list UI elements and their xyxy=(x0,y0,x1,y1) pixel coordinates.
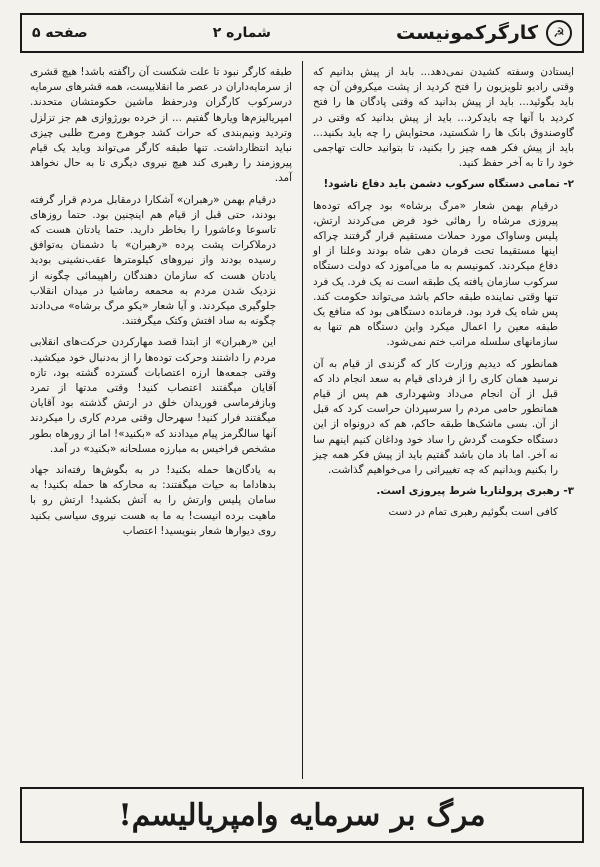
left-column xyxy=(20,61,302,779)
masthead-title-group xyxy=(396,20,572,46)
slogan-text: مرگ بر سرمایه وامپریالیسم! xyxy=(118,797,486,833)
paragraph: طبقه کارگر نبود تا علت شکست آن راگفته باشد! هیچ قشری از سرمایه‌داران در عصر ما انقلابیست، همه قشرهای سرمایه درسرکوب کارگران ودرحفظ ماشین حکومتشان متحدند. امپریالیزم‌ها ویارها گفتیم ... از خرده بورژوازی هم جز تزلزل وتردید ونیم‌بندی که حرات کشد جوهرج ومرج طلبی چیزی نباید انتظارداشت. تنها طبقه کارگر می‌تواند وباید یک قیام پیروزمند را رهبری کند هیچ نیروی دیگری تا به حال نخواهد آمد. xyxy=(30,66,292,185)
paragraph: این «رهبران» از ابتدا قصد مهارکردن حرکت‌های انقلابی مردم را داشتند وحرکت توده‌ها را از به‌دنبال خود میکشید. وقتی جمعه‌ها ارزه اعتصابات گسترده گشته بود، تازه آقایان میگفتند اعتصاب کنید! وقتی مدتها از تمرد وبازفرماسی فوریدان خلق در ارتش گذشته بود آقایان میگفتند فرار کنید! سهرحال وقتی مردم کاری را میکردند آنها سالگرمز پیام میدادند که «بکنید»! اما از رورهاه بطور مشخص فراخیس به مبارزه مسلحانه «بکنید» در آمد. xyxy=(30,336,276,455)
issue-number: شماره ۲ xyxy=(212,25,271,41)
article-columns xyxy=(20,61,584,779)
section-heading: ۳- رهبری پرولتاریا شرط پیروزی است. xyxy=(376,485,574,498)
paragraph: همانطور که دیدیم وزارت کار که گزندی از قیام به آن نرسید همان کاری را از فردای قیام به سعد انجام داد که قبل از آن انجام می‌داد وشهرداری هم پس از قیام همانطور حامی مردم را سرسپردان حراست کرد که قبل از آن. بسی ماشک‌ها طبقه حاکم، هم که درونواه از این دستگاه حکومت گردش را ساد خود وداغان کنیم اینهم سا نه آخر. اما باد مان باشد گفتیم باید از پیش فکر همه چیز را بکنیم وبدانیم که چه تغییراتی را می‌خواهیم گذاشت. xyxy=(313,357,558,477)
paragraph: به یادگان‌ها حمله بکنید! در به بگوش‌ها رفته‌اند جهاد بدهاداما به حیات میگفتند: به محارکه ها حمله بکنید! به سامان پلیس وارتش را به آتش بکشید! ارتش رو با ماهیت برده انیست! به ما به هست نیروی سیاسی بکنید روی دیوارها شعار بنویسید! اعتصاب xyxy=(30,464,276,537)
paragraph: ایستادن وسفته کشیدن نمی‌دهد... بابد از پیش بدانیم که وقتی رادیو تلویزیون را فتح کردید از پشت میکروفن آن چه باید بگوئید... باید از پیش بدانید که وقتی پادگان ها را فتح کردید با آنها چه بایدکرد... باید از پیش بدانید که وقتی در گاوصندوق بانک ها را شکستید، محتوایش را چه باید بکنید... باید از پیش فکر همه چیز را بکنید، تا بتوانید حالت تهاجمی خود را تا به آخر حفظ کنید. xyxy=(313,66,574,170)
hammer-sickle-logo-icon: ☭ xyxy=(546,20,572,46)
newspaper-page xyxy=(6,5,594,857)
right-column xyxy=(302,61,584,779)
slogan-banner xyxy=(20,787,584,843)
page-number: صفحه ۵ xyxy=(32,25,88,41)
masthead xyxy=(20,13,584,53)
paragraph: درقیام بهمن «رهبران» آشکارا درمقابل مردم قرار گرفته بودند، حتی قبل از قیام هم اینچنین بود. حتما روزهای تاسوعا وعاشورا را بخاطر دارید. حتما یادتان هست که درملاکرات پشت پرده «رهبران» با دشمنان به‌توافق رسیده بودند واز نیروهای کیلومترها عقب‌نشینی بودید یادتان هست که سازمان دهندگان راهپیمائی چگونه از نزدیک شدن مردم به محمعه رماشیا در میدان انقلاب جلوگیری میکردند. و آیا شعار «یکو مرگ برشاه» می‌دادند چگونه به ساد افتش وکتک میگرفتند. xyxy=(30,193,276,328)
newspaper-title: کارگرکمونیست xyxy=(395,22,538,44)
paragraph: درقیام بهمن شعار «مرگ برشاه» بود چراکه توده‌ها پیروزی مرشاه را رهائی خود فرض می‌کردند ارتش، پلیس وساواک مورد حملات مستقیم قرار گرفتند چراکه اینها مستقیما تحت فرمان دهی شاه بودند وعلنا از او دفاع میکردند. کمونیسم به ما می‌آموزد که دولت دستگاه سرکوب سازمان یافته یک طبقه است نه یک فرد. یک فرد تنها وقتی نماینده طبقه حاکم باشد می‌تواند حکومت کند. پس شاه یک فرد بود. فرمانده دستگاهی بود که منافع یک طبقه معین را اعمال میکرد واین دستگاه هم تنها به سازمانهای سلسله مراتب ختم نمی‌شود. xyxy=(313,199,558,349)
section-heading: ۲- تمامی دستگاه سرکوب دشمن باید دفاع ناشود! xyxy=(323,178,574,191)
paragraph: کافی است بگوئیم رهبری تمام در دست xyxy=(388,506,558,519)
